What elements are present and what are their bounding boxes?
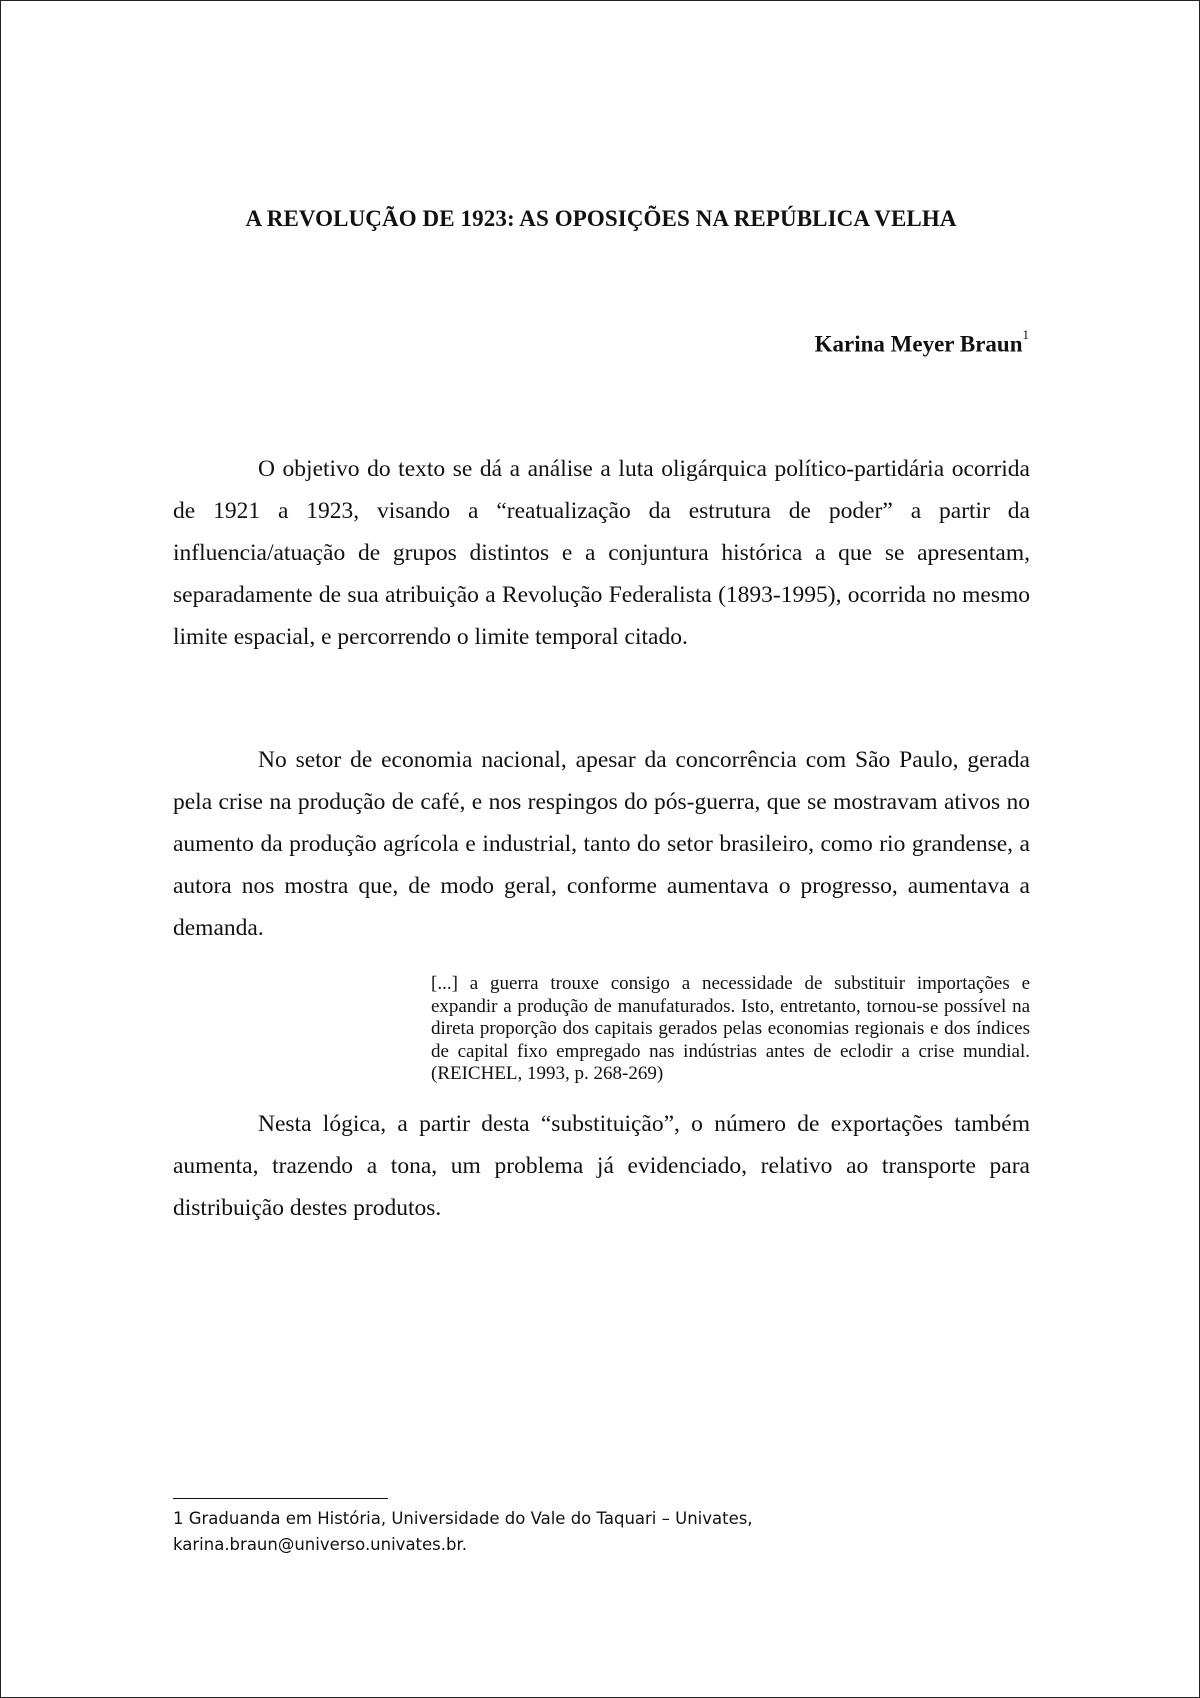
paragraph-logic: Nesta lógica, a partir desta “substituição”, o número de exportações também aumenta, trazendo a tona, um problema já evidenciado, relativo ao transporte para distribuição destes produtos. [173,1111,1030,1221]
footnote-reference: 1 [1022,327,1029,342]
paragraph-economy: No setor de economia nacional, apesar da concorrência com São Paulo, gerada pela crise na produção de café, e nos respingos do pós-guerra, que se mostravam ativos no aumento da produção agrícola e industrial, tanto do setor brasileiro, como rio grandense, a autora nos mostra que, de modo geral, conforme aumentava o progresso, aumentava a demanda. [173,747,1030,941]
author-name [814,327,1029,358]
author-name-text: Karina Meyer Braun [814,331,1023,357]
paragraph-objective: O objetivo do texto se dá a análise a luta oligárquica político-partidária ocorrida de 1921 a 1923, visando a “reatualização da estrutura de poder” a partir da influencia/atuação de grupos distintos e a conjuntura histórica a que se apresentam, separadamente de sua atribuição a Revolução Federalista (1893-1995), ocorrida no mesmo limite espacial, e percorrendo o limite temporal citado. [173,456,1030,650]
block-quote: [...] a guerra trouxe consigo a necessidade de substituir importações e expandir a produção de manufaturados. Isto, entretanto, tornou-se possível na direta proporção dos capitais gerados pelas economias regionais e dos índices de capital fixo empregado nas indústrias antes de eclodir a crise mundial. (REICHEL, 1993, p. 268-269) [431,973,1030,1084]
footnote-line-email: karina.braun@universo.univates.br. [173,1535,468,1554]
document-title: A REVOLUÇÃO DE 1923: AS OPOSIÇÕES NA REPÚBLICA VELHA [245,206,957,231]
footnote-divider [173,1498,388,1499]
footnote [173,1506,873,1558]
footnote-line-affiliation: 1 Graduanda em História, Universidade do Vale do Taquari – Univates, [173,1509,753,1528]
